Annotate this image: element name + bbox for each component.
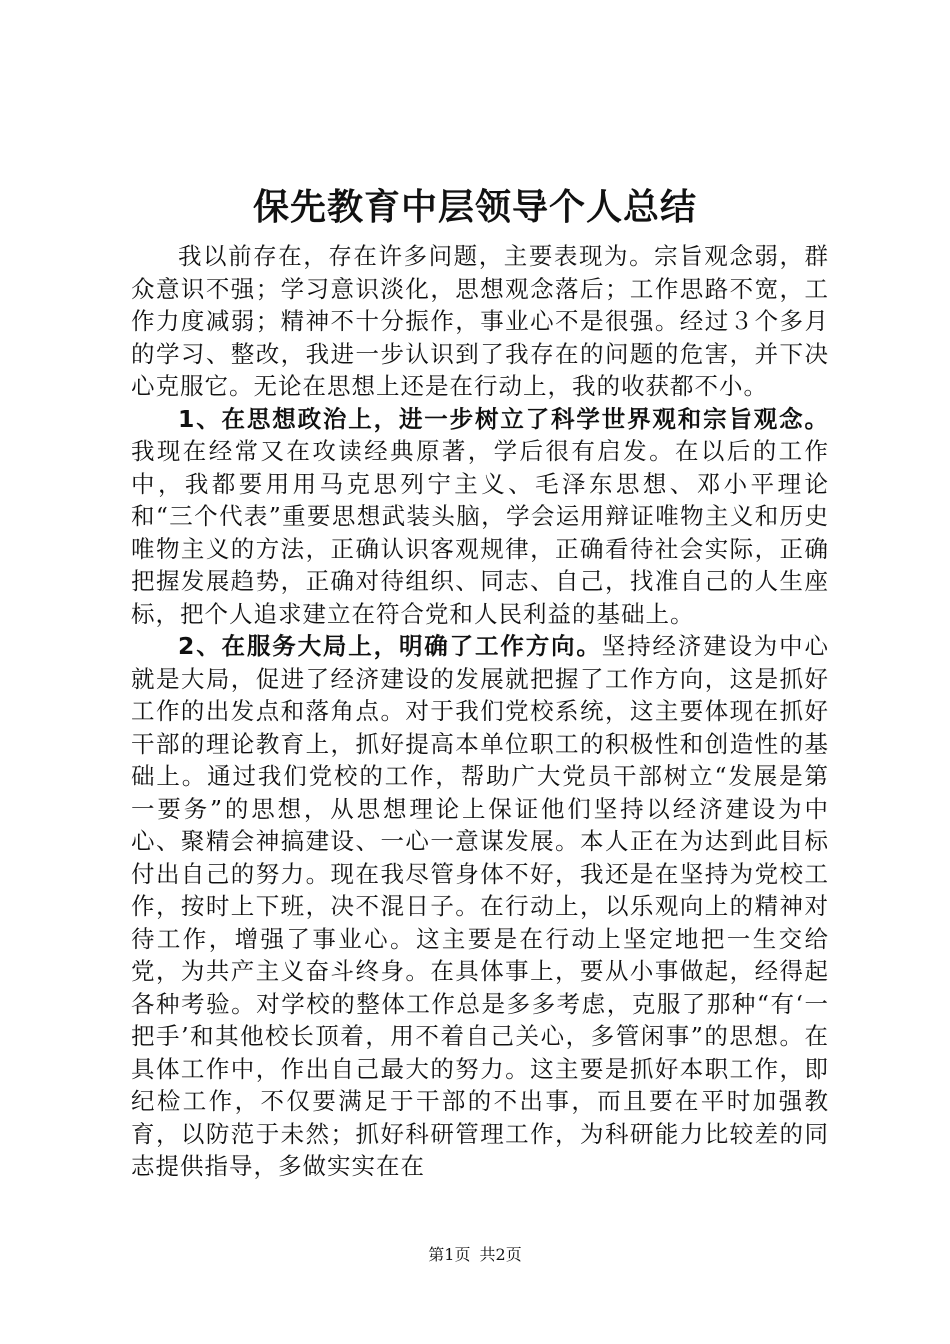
page-footer	[0, 1244, 950, 1266]
paragraph-heading: 1、在思想政治上，进一步树立了科学世界观和宗旨观念。	[178, 404, 829, 433]
page-number: 第1页	[428, 1245, 471, 1264]
paragraph-ideology	[131, 403, 829, 631]
paragraph-heading: 2、在服务大局上，明确了工作方向。	[178, 632, 602, 660]
document-title: 保先教育中层领导个人总结	[252, 187, 697, 228]
paragraph-intro	[131, 240, 829, 403]
paragraph-service	[131, 630, 829, 1183]
document-body	[131, 240, 829, 1183]
paragraph-text: 我以前存在，存在许多问题，主要表现为。宗旨观念弱，群众意识不强；学习意识淡化，思想观念落后；工作思路不宽，工作力度减弱；精神不十分振作，事业心不是很强。经过３个多月的学习、整改，我进一步认识到了我存在的问题的危害，并下决心克服它。无论在思想上还是在行动上，我的收获都不小。	[131, 242, 829, 400]
page-total: 共2页	[479, 1245, 522, 1264]
paragraph-text: 我现在经常又在攻读经典原著，学后很有启发。在以后的工作中，我都要用用马克思列宁主义、毛泽东思想、邓小平理论和“三个代表”重要思想武装头脑，学会运用辩证唯物主义和历史唯物主义的方法，正确认识客观规律，正确看待社会实际，正确把握发展趋势，正确对待组织、同志、自己，找准自己的人生座标，把个人追求建立在符合党和人民利益的基础上。	[131, 437, 829, 628]
paragraph-text: 坚持经济建设为中心就是大局，促进了经济建设的发展就把握了工作方向，这是抓好工作的出发点和落角点。对于我们党校系统，这主要体现在抓好干部的理论教育上，抓好提高本单位职工的积极性和创造性的基础上。通过我们党校的工作，帮助广大党员干部树立“发展是第一要务”的思想，从思想理论上保证他们坚持以经济建设为中心、聚精会神搞建设、一心一意谋发展。本人正在为达到此目标付出自己的努力。现在我尽管身体不好，我还是在坚持为党校工作，按时上下班，决不混日子。在行动上，以乐观向上的精神对待工作，增强了事业心。这主要是在行动上坚定地把一生交给党，为共产主义奋斗终身。在具体事上，要从小事做起，经得起各种考验。对学校的整体工作总是多多考虑，克服了那种“有‘一把手’和其他校长顶着，用不着自己关心，多管闲事”的思想。在具体工作中，作出自己最大的努力。这主要是抓好本职工作，即纪检工作，不仅要满足于干部的不出事，而且要在平时加强教育，以防范于未然；抓好科研管理工作，为科研能力比较差的同志提供指导，多做实实在在	[131, 632, 829, 1180]
